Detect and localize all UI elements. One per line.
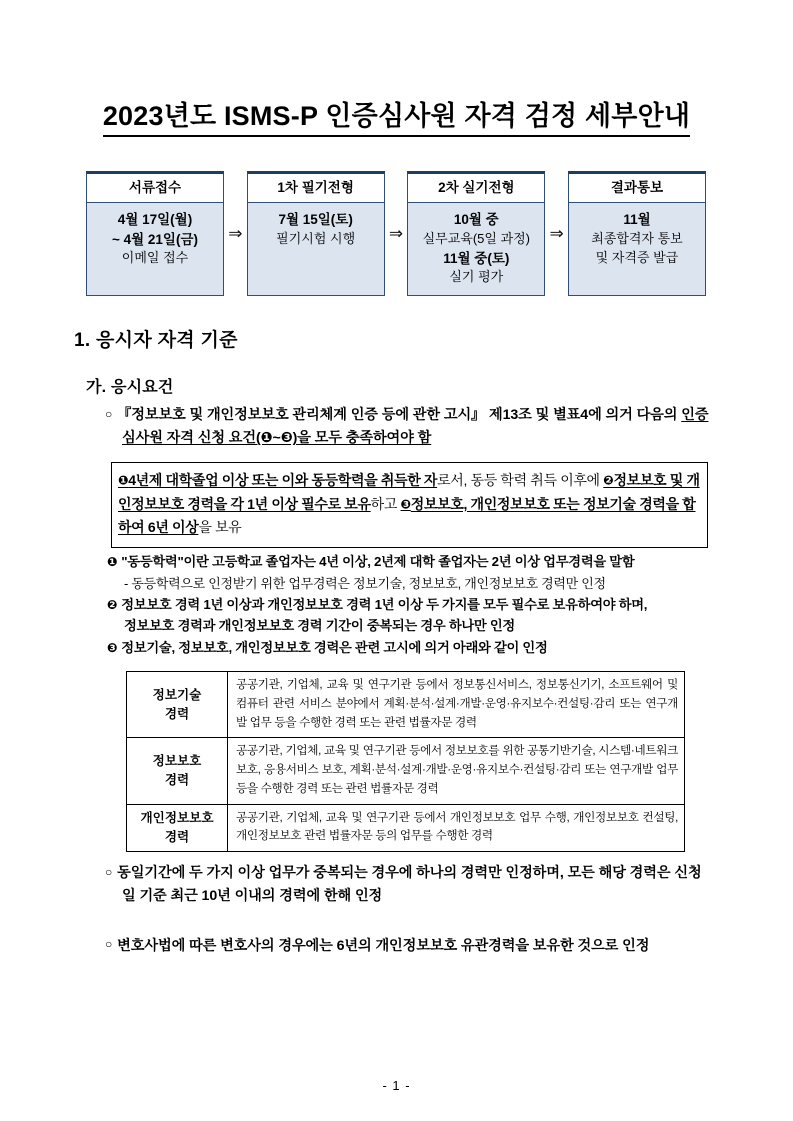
flow-step-line: 이메일 접수	[121, 250, 189, 266]
flow-arrow-icon: ⇒	[388, 224, 404, 243]
career-criteria-table	[126, 671, 685, 852]
req-marker-2: ❷	[603, 473, 614, 488]
table-row	[127, 738, 685, 804]
note-marker-icon: ❸	[107, 640, 118, 655]
condition-bullet-text: 변호사법에 따른 변호사의 경우에는 6년의 개인정보보호 유관경력을 보유한 것으로 인정	[117, 937, 650, 954]
intro-bullet-part1: 『정보보호 및 개인정보보호 관리체계 인증 등에 관한 고시』 제13조 및 별표4에 의거 다음의	[117, 407, 682, 423]
flow-step-line: 11월	[623, 212, 651, 228]
flow-step-line: 실기 평가	[449, 269, 504, 285]
note-text: 정보기술, 정보보호, 개인정보보호 경력은 관련 고시에 의거 아래와 같이 인정	[121, 639, 548, 655]
career-label-line1: 정보보호	[152, 754, 202, 769]
requirement-box	[111, 462, 708, 548]
career-label-line2: 경력	[164, 773, 190, 788]
note-marker-icon: ❶	[107, 555, 118, 569]
note-marker-icon: ❷	[107, 597, 118, 612]
req-plain-1: 로서, 동등 학력 취득 이후에	[437, 472, 604, 488]
flow-step-header: 1차 필기전형	[248, 174, 384, 203]
page-number: - 1 -	[382, 1078, 411, 1093]
table-row	[127, 804, 685, 852]
flow-step-line: 및 자격증 발급	[595, 249, 679, 265]
condition-bullet-2	[0, 935, 793, 958]
flow-step-body	[87, 203, 223, 295]
flow-step-header: 서류접수	[87, 174, 223, 203]
intro-bullet-underlined: 인증심사원 자격 신청 요건(❶~❸)을 모두 충족하여야 함	[122, 407, 709, 447]
flow-step-line: 7월 15일(토)	[278, 212, 353, 228]
req-text-2: 정보보호 및 개인정보보호 경력을 각 1년 이상 필수로 보유	[118, 472, 700, 512]
flow-step-body	[408, 203, 544, 295]
flow-arrow-icon: ⇒	[549, 224, 564, 243]
bullet-circle-icon: ○	[105, 864, 113, 879]
career-type-label	[127, 738, 228, 804]
flow-step-line: 10월 중	[453, 212, 499, 228]
note-text: "동등학력"이란 고등학교 졸업자는 4년 이상, 2년제 대학 졸업자는 2년 이상 업무경력을 말함	[121, 554, 635, 569]
req-text-3: 정보보호, 개인정보보호 또는 정보기술 경력을 합하여 6년 이상	[118, 495, 696, 536]
career-description: 공공기관, 기업체, 교육 및 연구기관 등에서 개인정보보호 업무 수행, 개인정보보호 컨설팅, 개인정보보호 관련 법률자문 등의 업무를 수행한 경력	[228, 804, 685, 852]
req-plain-2: 하고	[370, 495, 401, 512]
note-subitem: - 동등학력으로 인정받기 위한 업무경력은 정보기술, 정보보호, 개인정보보호 경력만 인정	[124, 575, 606, 591]
requirement-notes	[107, 551, 713, 658]
table-row	[127, 672, 685, 738]
flow-step-line: 필기시험 시행	[276, 230, 356, 246]
flow-step-line: 11월 중(토)	[443, 250, 510, 266]
condition-bullet-1	[0, 862, 793, 909]
req-marker-1: ❶	[118, 473, 129, 488]
additional-conditions	[0, 862, 793, 984]
flow-step-body	[248, 203, 384, 295]
flow-step-line: ~ 4월 21일(금)	[111, 231, 199, 247]
career-label-line2: 경력	[164, 829, 190, 844]
flow-step-line: 실무교육(5일 과정)	[422, 230, 531, 246]
section-heading-1: 1. 응시자 자격 기준	[74, 330, 238, 351]
eligibility-intro	[0, 404, 793, 451]
flow-arrow-icon: ⇒	[228, 224, 243, 243]
intro-bullet	[0, 404, 793, 451]
req-plain-3: 을 보유	[198, 519, 242, 536]
condition-bullet-text: 동일기간에 두 가지 이상 업무가 중복되는 경우에 하나의 경력만 인정하며, 모든 해당 경력은 신청일 기준 최근 10년 이내의 경력에 한해 인정	[117, 865, 702, 905]
flow-step-2	[247, 171, 385, 296]
flow-step-line: 4월 17일(월)	[117, 212, 193, 228]
career-label-line2: 경력	[164, 706, 190, 721]
career-type-label	[127, 804, 228, 852]
process-flow	[86, 171, 706, 296]
flow-step-header: 결과통보	[569, 174, 705, 203]
bullet-circle-icon: ○	[105, 937, 113, 952]
flow-step-line: 최종합격자 통보	[591, 230, 683, 246]
subsection-heading-ga: 가. 응시요건	[86, 379, 174, 396]
note-item-3	[107, 637, 713, 659]
flow-step-body	[569, 203, 705, 295]
flow-step-header: 2차 실기전형	[408, 174, 544, 203]
career-label-line1: 정보기술	[152, 687, 202, 702]
note-item-1	[107, 551, 713, 573]
note-continuation: 정보보호 경력과 개인정보보호 경력 기간이 중복되는 경우 하나만 인정	[124, 618, 515, 634]
note-item-2	[107, 594, 713, 616]
flow-step-4	[568, 171, 706, 296]
career-description: 공공기관, 기업체, 교육 및 연구기관 등에서 정보통신서비스, 정보통신기기, 소프트웨어 및 컴퓨터 관련 서비스 분야에서 계획·분석·설계·개발·운영·유지보수·컨설팅·감리 또는 연구개발 업무 등을 수행한 경력 또는 관련 법률자문 경력	[228, 672, 685, 738]
flow-step-1	[86, 171, 224, 296]
req-marker-3: ❸	[400, 497, 411, 512]
page-title-text: 2023년도 ISMS-P 인증심사원 자격 검정 세부안내	[103, 101, 690, 137]
career-label-line1: 개인정보보호	[140, 811, 214, 826]
career-type-label	[127, 672, 228, 738]
bullet-circle-icon: ○	[105, 406, 113, 421]
note-text: 정보보호 경력 1년 이상과 개인정보보호 경력 1년 이상 두 가지를 모두 필수로 보유하여야 하며,	[121, 596, 648, 612]
req-text-1: 4년제 대학졸업 이상 또는 이와 동등학력을 취득한 자	[128, 472, 438, 488]
page-title	[0, 101, 793, 137]
career-description: 공공기관, 기업체, 교육 및 연구기관 등에서 정보보호를 위한 공통기반기술, 시스템·네트워크 보호, 응용서비스 보호, 계획·분석·설계·개발·운영·유지보수·컨설팅·감리 또는 연구개발 업무 등을 수행한 경력 또는 관련 법률자문 경력	[228, 738, 685, 804]
flow-step-3	[407, 171, 545, 296]
